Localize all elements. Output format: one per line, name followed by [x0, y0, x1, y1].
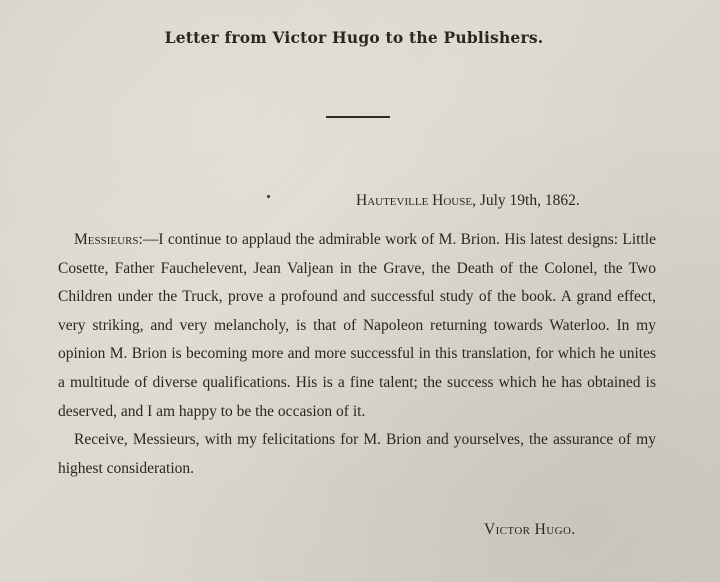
dateline-place: Hauteville House, [356, 192, 476, 209]
dateline-date: July 19th, 1862. [479, 192, 580, 209]
salutation: Messieurs [74, 231, 139, 248]
ink-speck [267, 195, 270, 198]
letter-paragraph-1 [58, 226, 656, 426]
signature: Victor Hugo. [484, 521, 576, 538]
title-divider-rule [326, 116, 390, 118]
letter-title: Letter from Victor Hugo to the Publishers. [164, 28, 544, 47]
paragraph-1-text: :—I continue to applaud the admirable work of M. Brion. His latest designs: Little Cosette, Father Fauchelevent, Jean Valjean in the Grave, the Death of the Colonel, the Two Children under the Truck, prove a profound and successful study of the book. A grand effect, very striking, and very melancholy, is that of Napoleon returning towards Waterloo. In my opinion M. Brion is becoming more and more successful in this translation, for which he unites a multitude of diverse qualifications. His is a fine talent; the success which he has obtained is deserved, and I am happy to be the occasion of it. [58, 231, 656, 420]
dateline [356, 192, 580, 210]
letter-body [58, 226, 656, 483]
letter-paragraph-2: Receive, Messieurs, with my felicitations for M. Brion and yourselves, the assurance of my highest consideration. [58, 431, 656, 477]
